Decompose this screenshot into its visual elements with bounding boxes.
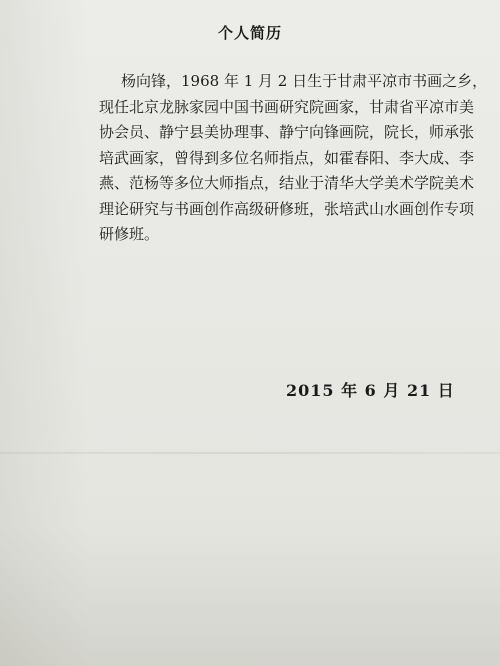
document-title: 个人简历 <box>217 24 282 42</box>
paragraph-line: 培武画家，曾得到多位名师指点，如霍春阳、李大成、李 <box>99 148 475 167</box>
paragraph-line: 协会员、静宁县美协理事、静宁向锋画院，院长，师承张 <box>99 123 475 141</box>
paragraph-line: 燕、范杨等多位大师指点，结业于清华大学美术学院美术 <box>99 174 475 192</box>
signature-date: 2015 年 6 月 21 日 <box>286 381 455 400</box>
paragraph-line: 理论研究与书画创作高级研修班，张培武山水画创作专项 <box>99 199 475 218</box>
paper-fold-line <box>0 452 500 454</box>
resume-paragraph <box>99 69 488 248</box>
paragraph-line: 杨向锋，1968 年 1 月 2 日生于甘肃平凉市书画之乡， <box>121 72 488 90</box>
paper-shadow-bottom <box>0 526 500 666</box>
paragraph-line: 现任北京龙脉家园中国书画研究院画家，甘肃省平凉市美 <box>99 97 475 116</box>
paragraph-line: 研修班。 <box>99 225 160 243</box>
